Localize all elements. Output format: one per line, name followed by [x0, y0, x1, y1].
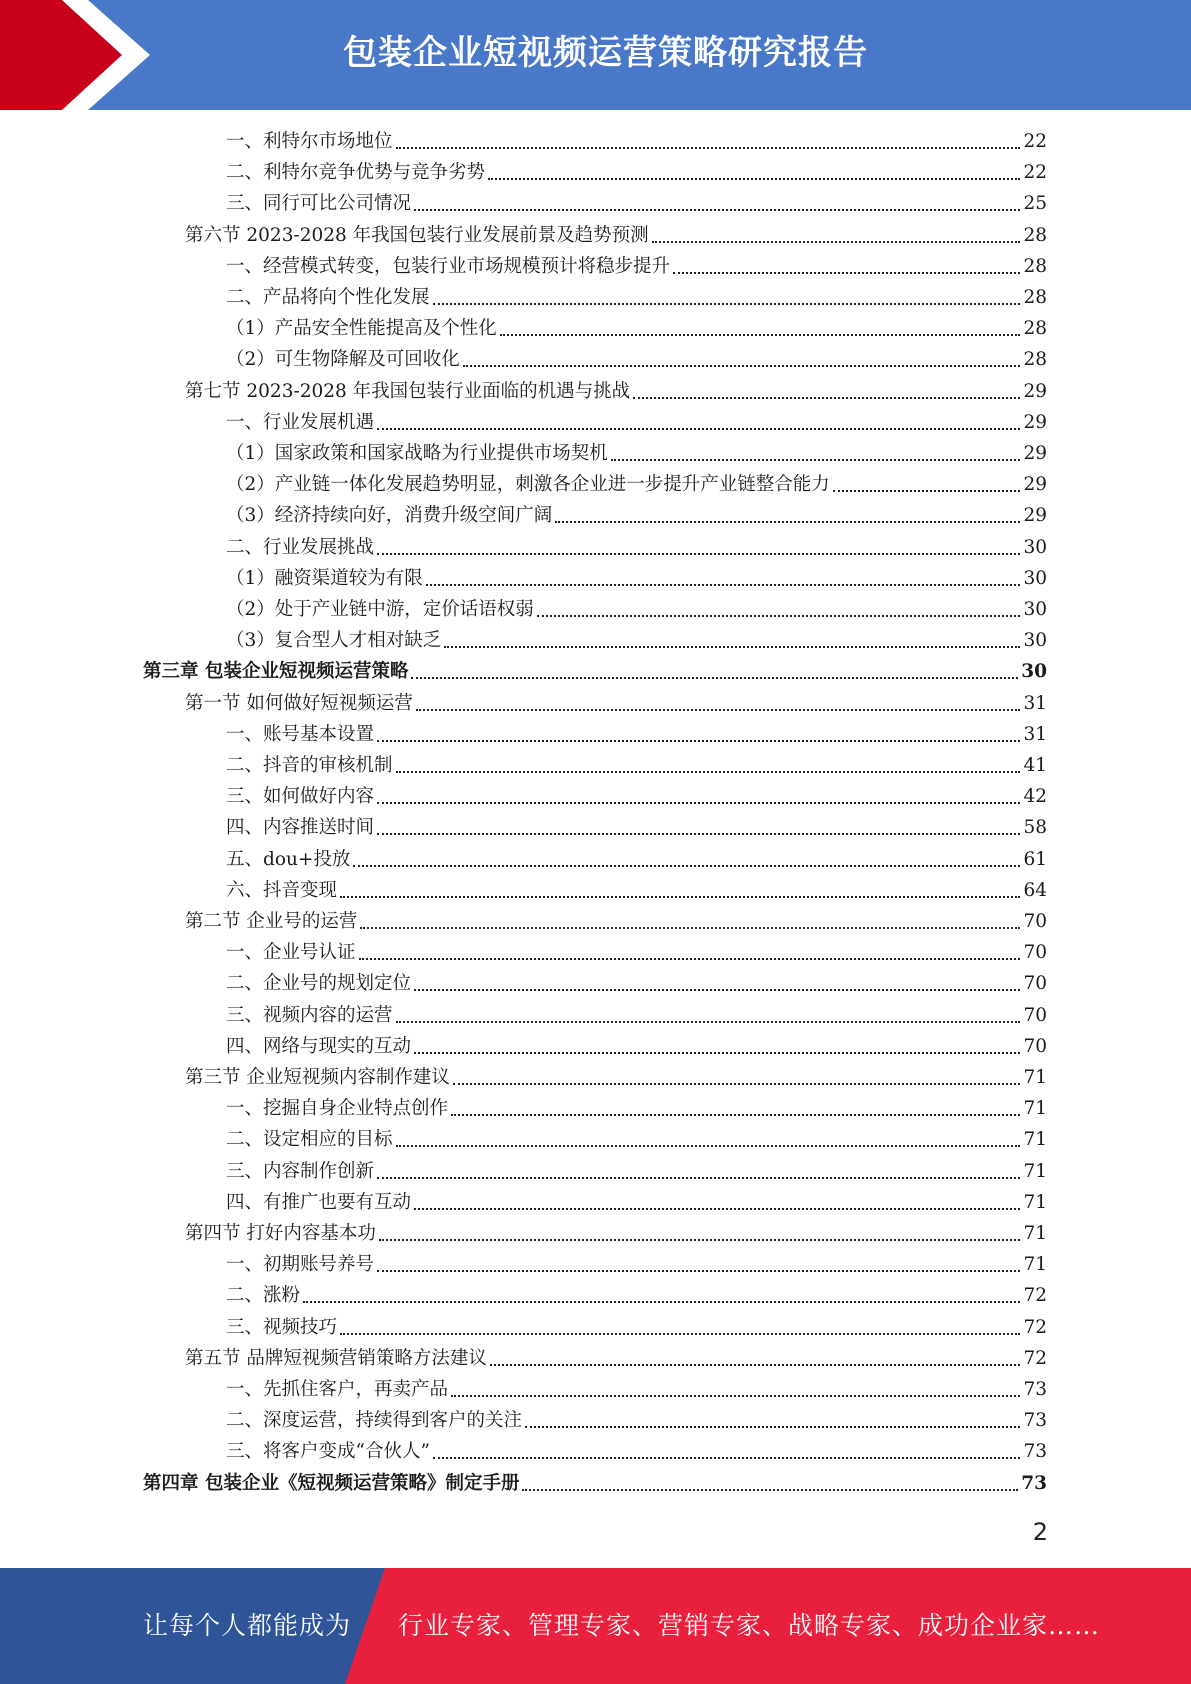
toc-subsection-entry[interactable]: [226, 751, 1047, 781]
toc-entry-title: 一、先抓住客户，再卖产品: [226, 1379, 449, 1400]
toc-entry-title: （3）经济持续向好，消费升级空间广阔: [226, 505, 553, 526]
toc-subsection-entry[interactable]: [226, 158, 1047, 188]
toc-entry-title: 二、利特尔竞争优势与竞争劣势: [226, 162, 486, 183]
toc-chapter-entry[interactable]: [143, 657, 1047, 687]
toc-entry-page: 72: [1023, 1285, 1047, 1306]
toc-entry-title: 第三节 企业短视频内容制作建议: [185, 1067, 450, 1088]
toc-entry-title: （2）产业链一体化发展趋势明显，刺激各企业进一步提升产业链整合能力: [226, 474, 830, 495]
toc-subsection-entry[interactable]: [226, 1437, 1047, 1467]
toc-entry-title: （2）处于产业链中游，定价话语权弱: [226, 599, 534, 620]
toc-entry-title: 二、企业号的规划定位: [226, 973, 412, 994]
toc-subsection-entry[interactable]: [226, 1094, 1047, 1124]
toc-entry-page: 73: [1023, 1410, 1047, 1431]
toc-subsection-entry[interactable]: [226, 1157, 1047, 1187]
toc-dot-leader: [414, 1208, 1020, 1210]
toc-dot-leader: [833, 490, 1021, 492]
toc-dot-leader: [444, 646, 1020, 648]
toc-entry-page: 71: [1023, 1254, 1047, 1275]
toc-entry-page: 30: [1023, 568, 1047, 589]
toc-subsection-entry[interactable]: [226, 782, 1047, 812]
toc-entry-title: 三、视频技巧: [226, 1317, 338, 1338]
toc-subsection-entry[interactable]: [226, 564, 1047, 594]
toc-dot-leader: [377, 833, 1020, 835]
toc-entry-page: 70: [1023, 1036, 1047, 1057]
toc-subsection-entry[interactable]: [226, 345, 1047, 375]
toc-entry-title: 四、内容推送时间: [226, 817, 375, 838]
toc-entry-title: 二、深度运营，持续得到客户的关注: [226, 1410, 523, 1431]
toc-dot-leader: [414, 209, 1020, 211]
toc-entry-title: （1）国家政策和国家战略为行业提供市场契机: [226, 443, 608, 464]
toc-entry-page: 71: [1023, 1129, 1047, 1150]
toc-entry-title: 一、经营模式转变，包装行业市场规模预计将稳步提升: [226, 256, 671, 277]
toc-dot-leader: [488, 178, 1020, 180]
toc-entry-page: 70: [1023, 973, 1047, 994]
page-header: [0, 0, 1191, 110]
toc-entry-page: 70: [1023, 911, 1047, 932]
toc-subsection-entry[interactable]: [226, 1375, 1047, 1405]
toc-entry-page: 28: [1023, 318, 1047, 339]
toc-entry-page: 30: [1023, 630, 1047, 651]
toc-entry-page: 29: [1023, 443, 1047, 464]
toc-entry-page: 29: [1023, 474, 1047, 495]
toc-entry-page: 70: [1023, 1005, 1047, 1026]
toc-subsection-entry[interactable]: [226, 876, 1047, 906]
toc-subsection-entry[interactable]: [226, 595, 1047, 625]
toc-entry-page: 31: [1023, 693, 1047, 714]
toc-dot-leader: [396, 147, 1021, 149]
toc-subsection-entry[interactable]: [226, 1125, 1047, 1155]
toc-dot-leader: [416, 709, 1021, 711]
toc-entry-title: （1）产品安全性能提高及个性化: [226, 318, 497, 339]
page-footer: [0, 1568, 1191, 1684]
toc-entry-title: 一、行业发展机遇: [226, 412, 375, 433]
toc-dot-leader: [303, 1301, 1020, 1303]
toc-section-entry[interactable]: [185, 1219, 1047, 1249]
toc-dot-leader: [411, 677, 1018, 679]
toc-entry-page: 70: [1023, 942, 1047, 963]
toc-entry-page: 30: [1021, 661, 1047, 682]
toc-dot-leader: [537, 615, 1021, 617]
toc-chapter-entry[interactable]: [143, 1469, 1047, 1499]
toc-entry-title: 二、抖音的审核机制: [226, 755, 393, 776]
toc-dot-leader: [555, 521, 1020, 523]
toc-dot-leader: [652, 241, 1021, 243]
footer-slogan-left: 让每个人都能成为: [143, 1611, 352, 1640]
toc-entry-title: 第一节 如何做好短视频运营: [185, 693, 413, 714]
toc-dot-leader: [396, 1021, 1021, 1023]
toc-entry-title: （2）可生物降解及可回收化: [226, 349, 460, 370]
toc-entry-title: （3）复合型人才相对缺乏: [226, 630, 442, 651]
toc-entry-title: 六、抖音变现: [226, 880, 338, 901]
toc-entry-page: 71: [1023, 1067, 1047, 1088]
toc-subsection-entry[interactable]: [226, 283, 1047, 313]
toc-dot-leader: [360, 927, 1020, 929]
toc-subsection-entry[interactable]: [226, 1281, 1047, 1311]
toc-dot-leader: [377, 740, 1020, 742]
toc-entry-page: 71: [1023, 1098, 1047, 1119]
toc-entry-title: 二、产品将向个性化发展: [226, 287, 430, 308]
toc-dot-leader: [359, 958, 1021, 960]
toc-entry-page: 29: [1023, 505, 1047, 526]
toc-entry-title: 四、有推广也要有互动: [226, 1192, 412, 1213]
toc-entry-page: 29: [1023, 381, 1047, 402]
toc-section-entry[interactable]: [185, 907, 1047, 937]
toc-entry-title: 二、设定相应的目标: [226, 1129, 393, 1150]
toc-subsection-entry[interactable]: [226, 408, 1047, 438]
toc-dot-leader: [453, 1083, 1021, 1085]
toc-entry-page: 73: [1021, 1473, 1047, 1494]
toc-subsection-entry[interactable]: [226, 938, 1047, 968]
toc-section-entry[interactable]: [185, 1344, 1047, 1374]
toc-entry-page: 28: [1023, 225, 1047, 246]
toc-dot-leader: [426, 584, 1021, 586]
toc-dot-leader: [377, 1270, 1020, 1272]
toc-dot-leader: [463, 365, 1021, 367]
toc-entry-page: 64: [1023, 880, 1047, 901]
toc-subsection-entry[interactable]: [226, 501, 1047, 531]
toc-subsection-entry[interactable]: [226, 1406, 1047, 1436]
toc-section-entry[interactable]: [185, 1063, 1047, 1093]
toc-dot-leader: [611, 459, 1021, 461]
toc-dot-leader: [433, 1457, 1021, 1459]
toc-entry-title: 第五节 品牌短视频营销策略方法建议: [185, 1348, 487, 1369]
toc-entry-page: 22: [1023, 131, 1047, 152]
toc-entry-page: 58: [1023, 817, 1047, 838]
toc-entry-page: 30: [1023, 599, 1047, 620]
toc-entry-page: 28: [1023, 287, 1047, 308]
toc-dot-leader: [451, 1395, 1020, 1397]
toc-entry-title: 二、涨粉: [226, 1285, 301, 1306]
toc-entry-page: 71: [1023, 1161, 1047, 1182]
toc-subsection-entry[interactable]: [226, 813, 1047, 843]
toc-entry-page: 29: [1023, 412, 1047, 433]
toc-entry-page: 72: [1023, 1317, 1047, 1338]
toc-subsection-entry[interactable]: [226, 252, 1047, 282]
toc-subsection-entry[interactable]: [226, 127, 1047, 157]
toc-entry-title: 一、初期账号养号: [226, 1254, 375, 1275]
toc-dot-leader: [396, 1145, 1021, 1147]
toc-dot-leader: [433, 303, 1021, 305]
toc-entry-page: 28: [1023, 349, 1047, 370]
toc-entry-title: 三、视频内容的运营: [226, 1005, 393, 1026]
toc-entry-page: 61: [1023, 849, 1047, 870]
toc-dot-leader: [377, 1177, 1020, 1179]
toc-entry-title: 第七节 2023-2028 年我国包装行业面临的机遇与挑战: [185, 381, 631, 402]
toc-dot-leader: [490, 1364, 1021, 1366]
toc-entry-page: 73: [1023, 1441, 1047, 1462]
toc-entry-title: （1）融资渠道较为有限: [226, 568, 423, 589]
toc-entry-title: 五、dou+投放: [226, 849, 351, 870]
toc-dot-leader: [414, 989, 1020, 991]
toc-dot-leader: [673, 272, 1020, 274]
footer-slogan-right: 行业专家、管理专家、营销专家、战略专家、成功企业家……: [398, 1611, 1101, 1640]
toc-section-entry[interactable]: [185, 689, 1047, 719]
toc-dot-leader: [414, 1052, 1020, 1054]
toc-entry-page: 31: [1023, 724, 1047, 745]
toc-entry-title: 一、账号基本设置: [226, 724, 375, 745]
toc-dot-leader: [340, 896, 1020, 898]
toc-entry-title: 第三章 包装企业短视频运营策略: [143, 661, 409, 682]
toc-entry-page: 25: [1023, 193, 1047, 214]
toc-dot-leader: [522, 1489, 1018, 1491]
toc-entry-title: 三、同行可比公司情况: [226, 193, 412, 214]
toc-dot-leader: [379, 1239, 1021, 1241]
page-number: 2: [1032, 1518, 1048, 1546]
toc-entry-title: 第四节 打好内容基本功: [185, 1223, 376, 1244]
toc-subsection-entry[interactable]: [226, 314, 1047, 344]
toc-subsection-entry[interactable]: [226, 1250, 1047, 1280]
toc-entry-title: 第六节 2023-2028 年我国包装行业发展前景及趋势预测: [185, 225, 649, 246]
toc-subsection-entry[interactable]: [226, 470, 1047, 500]
toc-dot-leader: [633, 397, 1020, 399]
toc-entry-title: 四、网络与现实的互动: [226, 1036, 412, 1057]
toc-dot-leader: [451, 1114, 1020, 1116]
toc-entry-page: 28: [1023, 256, 1047, 277]
toc-subsection-entry[interactable]: [226, 1001, 1047, 1031]
toc-dot-leader: [396, 771, 1021, 773]
toc-dot-leader: [340, 1333, 1020, 1335]
toc-dot-leader: [500, 334, 1021, 336]
toc-entry-page: 41: [1023, 755, 1047, 776]
toc-entry-page: 72: [1023, 1348, 1047, 1369]
toc-entry-title: 一、利特尔市场地位: [226, 131, 393, 152]
toc-subsection-entry[interactable]: [226, 1188, 1047, 1218]
toc-subsection-entry[interactable]: [226, 1032, 1047, 1062]
toc-entry-page: 42: [1023, 786, 1047, 807]
toc-entry-page: 30: [1023, 537, 1047, 558]
toc-entry-page: 71: [1023, 1192, 1047, 1213]
toc-entry-page: 71: [1023, 1223, 1047, 1244]
toc-entry-title: 第二节 企业号的运营: [185, 911, 358, 932]
toc-entry-title: 一、挖掘自身企业特点创作: [226, 1098, 449, 1119]
toc-subsection-entry[interactable]: [226, 189, 1047, 219]
toc-entry-title: 一、企业号认证: [226, 942, 356, 963]
toc-subsection-entry[interactable]: [226, 845, 1047, 875]
toc-dot-leader: [377, 553, 1020, 555]
toc-subsection-entry[interactable]: [226, 1313, 1047, 1343]
toc-entry-page: 73: [1023, 1379, 1047, 1400]
toc-entry-title: 三、内容制作创新: [226, 1161, 375, 1182]
toc-entry-title: 第四章 包装企业《短视频运营策略》制定手册: [143, 1473, 520, 1494]
toc-section-entry[interactable]: [185, 221, 1047, 251]
toc-entry-page: 22: [1023, 162, 1047, 183]
toc-dot-leader: [377, 428, 1020, 430]
toc-dot-leader: [377, 802, 1020, 804]
toc-subsection-entry[interactable]: [226, 720, 1047, 750]
toc-entry-title: 三、如何做好内容: [226, 786, 375, 807]
toc-subsection-entry[interactable]: [226, 533, 1047, 563]
toc-dot-leader: [353, 865, 1020, 867]
report-title: 包装企业短视频运营策略研究报告: [343, 33, 868, 73]
toc-entry-title: 二、行业发展挑战: [226, 537, 375, 558]
toc-entry-title: 三、将客户变成“合伙人”: [226, 1441, 430, 1462]
toc-section-entry[interactable]: [185, 377, 1047, 407]
toc-subsection-entry[interactable]: [226, 439, 1047, 469]
toc-dot-leader: [525, 1426, 1020, 1428]
toc-subsection-entry[interactable]: [226, 626, 1047, 656]
toc-subsection-entry[interactable]: [226, 969, 1047, 999]
